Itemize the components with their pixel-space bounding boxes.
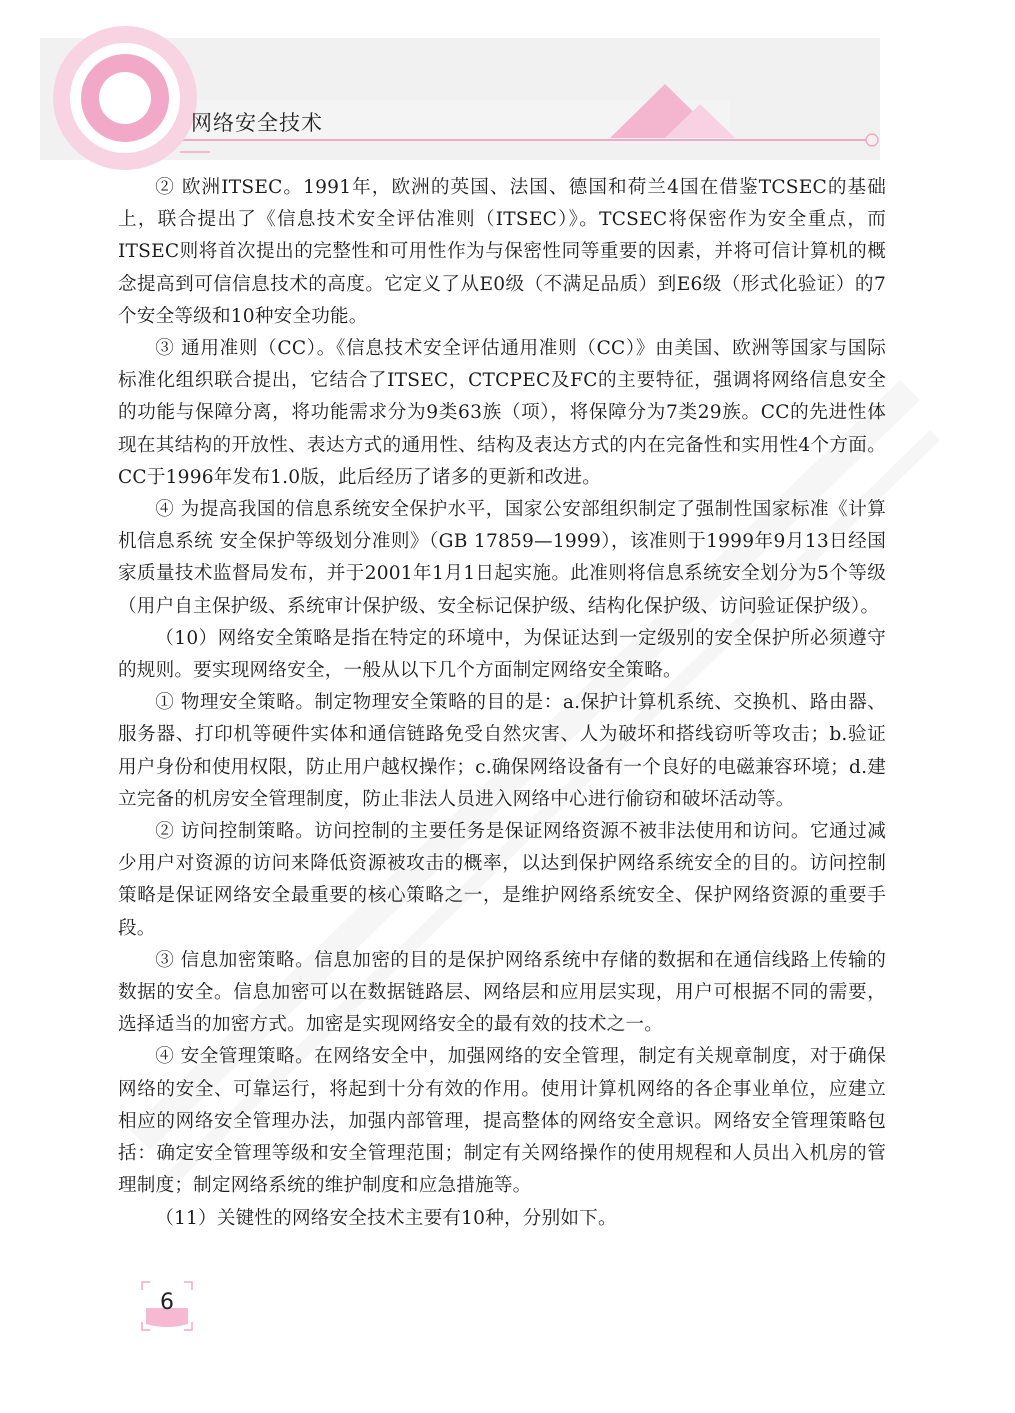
page-number-box <box>140 1280 194 1332</box>
paragraph-physical-policy: ① 物理安全策略。制定物理安全策略的目的是：a.保护计算机系统、交换机、路由器、服务器、打印机等硬件实体和通信链路免受自然灾害、人为破坏和搭线窃听等攻击；b.验证用户身份和使用权限，防止用户越权操作；c.确保网络设备有一个良好的电磁兼容环境；d.建立完备的机房安全管理制度，防止非法人员进入网络中心进行偷窃和破坏活动等。 <box>118 692 886 810</box>
page-number: 6 <box>160 1290 174 1315</box>
page-header <box>0 0 1015 175</box>
header-decoration <box>0 0 1015 175</box>
paragraph-management-policy: ④ 安全管理策略。在网络安全中，加强网络的安全管理，制定有关规章制度，对于确保网络的安全、可靠运行，将起到十分有效的作用。使用计算机网络的各企事业单位，应建立相应的网络安全管理办法，加强内部管理，提高整体的网络安全意识。网络安全管理策略包括：确定安全管理等级和安全管理范围；制定有关网络操作的使用规程和人员出入机房的管理制度；制定网络系统的维护制度和应急措施等。 <box>118 1046 886 1197</box>
paragraph-encryption-policy: ③ 信息加密策略。信息加密的目的是保护网络系统中存储的数据和在通信线路上传输的数据的安全。信息加密可以在数据链路层、网络层和应用层实现，用户可根据不同的需要，选择适当的加密方式。加密是实现网络安全的最有效的技术之一。 <box>118 949 886 1036</box>
paragraph-key-technologies: （11）关键性的网络安全技术主要有10种，分别如下。 <box>155 1207 617 1229</box>
book-title: 网络安全技术 <box>191 111 323 135</box>
header-circle-inner <box>99 72 151 124</box>
paragraph-itsec: ② 欧洲ITSEC。1991年，欧洲的英国、法国、德国和荷兰4国在借鉴TCSEC的基础上，联合提出了《信息技术安全评估准则（ITSEC）》。TCSEC将保密作为安全重点，而ITSEC则将首次提出的完整性和可用性作为与保密性同等重要的因素，并将可信计算机的概念提高到可信信息技术的高度。它定义了从E0级（不满足品质）到E6级（形式化验证）的7个安全等级和10种安全功能。 <box>118 177 886 327</box>
paragraph-access-control-policy: ② 访问控制策略。访问控制的主要任务是保证网络资源不被非法使用和访问。它通过减少用户对资源的访问来降低资源被攻击的概率，以达到保护网络系统安全的目的。访问控制策略是保证网络安全最重要的核心策略之一，是维护网络系统安全、保护网络资源的重要手段。 <box>118 821 886 939</box>
paragraph-security-policy: （10）网络安全策略是指在特定的环境中，为保证达到一定级别的安全保护所必须遵守的规则。要实现网络安全，一般从以下几个方面制定网络安全策略。 <box>118 627 886 682</box>
paragraph-gb17859: ④ 为提高我国的信息系统安全保护水平，国家公安部组织制定了强制性国家标准《计算机信息系统 安全保护等级划分准则》（GB 17859—1999），该准则于1999年9月13日经国家质量技术监督局发布，并于2001年1月1日起实施。此准则将信息系统安全划分为5个等级（用户自主保护级、系统审计保护级、安全标记保护级、结构化保护级、访问验证保护级）。 <box>118 499 886 617</box>
paragraph-cc: ③ 通用准则（CC）。《信息技术安全评估通用准则（CC）》由美国、欧洲等国家与国际标准化组织联合提出，它结合了ITSEC，CTCPEC及FC的主要特征，强调将网络信息安全的功能与保障分离，将功能需求分为9类63族（项），将保障分为7类29族。CC的先进性体现在其结构的开放性、表达方式的通用性、结构及表达方式的内在完备性和实用性4个方面。CC于1996年发布1.0版，此后经历了诸多的更新和改进。 <box>118 338 886 488</box>
main-content <box>118 172 886 1235</box>
